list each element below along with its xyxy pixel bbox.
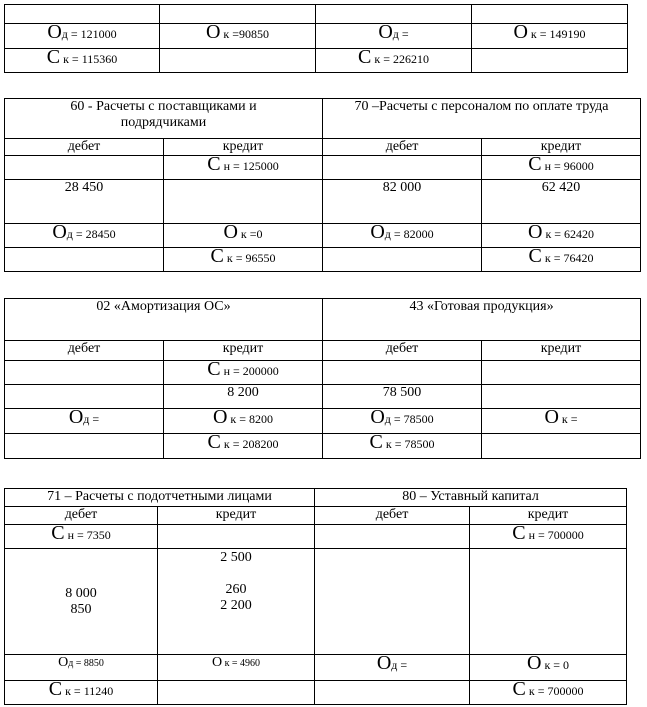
account-70-debit-entries: 82 000 — [323, 180, 482, 224]
account-02-credit-entries: 8 200 — [164, 385, 323, 409]
t1-closing-balance-left: С к = 115360 — [5, 49, 160, 73]
account-80-credit-turnover: О к = 0 — [470, 655, 627, 681]
account-70-closing-balance: С к = 76420 — [482, 248, 641, 272]
account-60-debit-turnover: Од = 28450 — [5, 224, 164, 248]
header-credit: кредит — [482, 139, 641, 156]
account-43-closing-balance: С к = 78500 — [323, 434, 482, 459]
header-debit: дебет — [315, 507, 470, 525]
account-70-credit-turnover: О к = 62420 — [482, 224, 641, 248]
header-debit: дебет — [5, 341, 164, 361]
t-account-table-2 — [4, 98, 641, 272]
t1-turnover-credit-left: О к =90850 — [160, 24, 316, 49]
t1-closing-balance-right: С к = 226210 — [316, 49, 472, 73]
header-credit: кредит — [470, 507, 627, 525]
account-02-credit-turnover: О к = 8200 — [164, 409, 323, 434]
account-02-opening-balance: С н = 200000 — [164, 361, 323, 385]
account-80-closing-balance: С к = 700000 — [470, 681, 627, 705]
t-account-table-3 — [4, 298, 641, 459]
account-43-debit-entries: 78 500 — [323, 385, 482, 409]
account-60-credit-turnover: О к =0 — [164, 224, 323, 248]
account-70-title: 70 –Расчеты с персоналом по оплате труда — [323, 99, 641, 139]
account-70-credit-entries: 62 420 — [482, 180, 641, 224]
account-02-title: 02 «Амортизация ОС» — [5, 299, 323, 341]
account-60-opening-balance: С н = 125000 — [164, 156, 323, 180]
header-credit: кредит — [482, 341, 641, 361]
account-02-closing-balance: С к = 208200 — [164, 434, 323, 459]
account-71-credit-turnover: О к = 4960 — [158, 655, 315, 681]
t1-turnover-debit-right: Од = — [316, 24, 472, 49]
header-credit: кредит — [164, 341, 323, 361]
header-debit: дебет — [5, 507, 158, 525]
account-70-debit-turnover: Од = 82000 — [323, 224, 482, 248]
account-80-debit-turnover: Од = — [315, 655, 470, 681]
account-60-closing-balance: С к = 96550 — [164, 248, 323, 272]
account-43-debit-turnover: Од = 78500 — [323, 409, 482, 434]
header-debit: дебет — [5, 139, 164, 156]
account-71-credit-entries: 2 500 260 2 200 — [158, 549, 315, 655]
t-account-table-4 — [4, 488, 627, 705]
account-71-closing-balance: С к = 11240 — [5, 681, 158, 705]
account-70-opening-balance: С н = 96000 — [482, 156, 641, 180]
account-60-title: 60 - Расчеты с поставщиками и подрядчиками — [5, 99, 323, 139]
account-43-title: 43 «Готовая продукция» — [323, 299, 641, 341]
header-credit: кредит — [158, 507, 315, 525]
account-71-title: 71 – Расчеты с подотчетными лицами — [5, 489, 315, 507]
header-credit: кредит — [164, 139, 323, 156]
account-80-opening-balance: С н = 700000 — [470, 525, 627, 549]
account-02-debit-turnover: Од = — [5, 409, 164, 434]
account-71-debit-entries: 8 000 850 — [5, 549, 158, 655]
t1-turnover-debit-left: Од = 121000 — [5, 24, 160, 49]
t1-turnover-credit-right: О к = 149190 — [472, 24, 628, 49]
header-debit: дебет — [323, 139, 482, 156]
header-debit: дебет — [323, 341, 482, 361]
account-71-opening-balance: С н = 7350 — [5, 525, 158, 549]
account-71-debit-turnover: Од = 8850 — [5, 655, 158, 681]
account-60-debit-entries: 28 450 — [5, 180, 164, 224]
account-43-credit-turnover: О к = — [482, 409, 641, 434]
account-80-title: 80 – Уставный капитал — [315, 489, 627, 507]
t-account-table-1 — [4, 4, 628, 73]
